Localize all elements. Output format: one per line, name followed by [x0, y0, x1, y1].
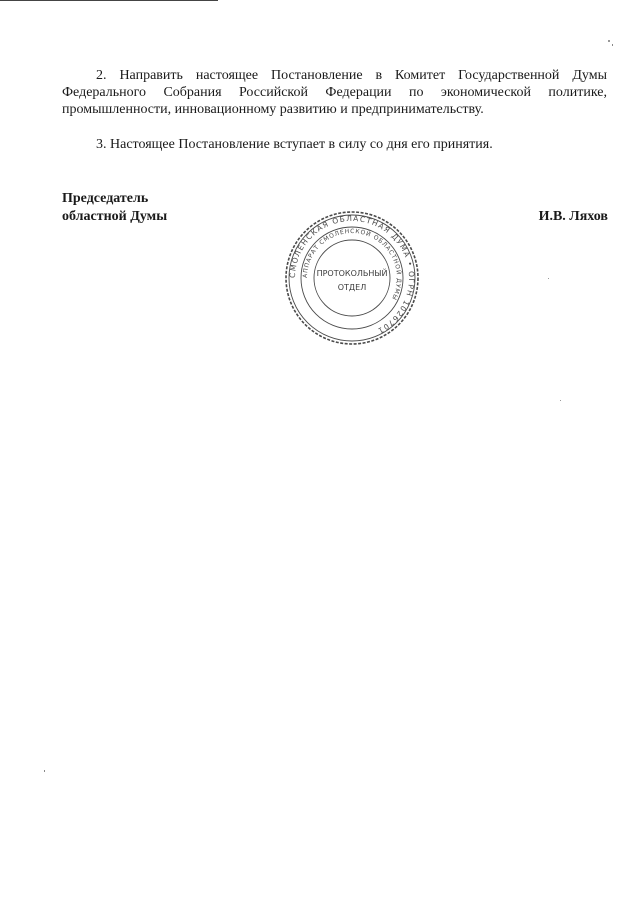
stamp-outer-text: СМОЛЕНСКАЯ ОБЛАСТНАЯ ДУМА • ОГРН 1026701: [287, 213, 417, 336]
scan-speck: [548, 278, 549, 279]
signature-title-line-2: областной Думы: [62, 209, 168, 224]
top-divider: [0, 0, 218, 1]
scan-speck: [560, 400, 561, 401]
signatory-name: И.В. Ляхов: [538, 209, 608, 224]
scan-speck: [44, 770, 45, 772]
official-stamp: [282, 208, 422, 348]
paragraph-2: 2. Направить настоящее Постановление в Комитет Государственной Думы Федерального Собрания Российской Федерации по экономической политике, промышленности, инновационному развитию и предпринимательству.: [62, 68, 607, 117]
scan-speck: [612, 44, 613, 46]
stamp-center-line-1: ПРОТОКОЛЬНЫЙ: [316, 269, 388, 278]
signature-title-line-1: Председатель: [62, 191, 149, 206]
paragraph-3: 3. Настоящее Постановление вступает в силу со дня его принятия.: [96, 137, 493, 152]
signature-title: [62, 190, 167, 226]
stamp-center-line-2: ОТДЕЛ: [337, 283, 367, 292]
stamp-inner-text: АППАРАТ СМОЛЕНСКОЙ ОБЛАСТНОЙ ДУМЫ: [301, 227, 403, 302]
stamp-inner-ring: [314, 240, 390, 316]
scan-speck: [608, 40, 610, 42]
stamp-ring-3: [301, 227, 403, 329]
